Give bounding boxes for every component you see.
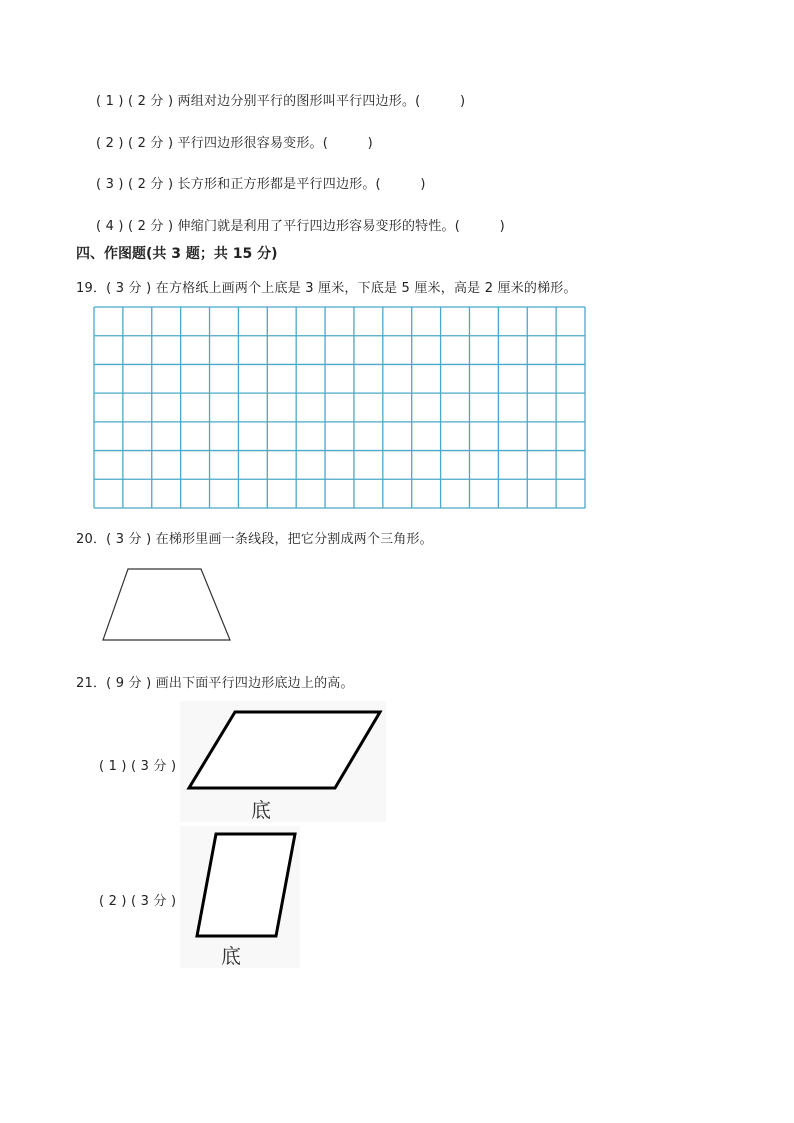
question-19-text: 19．( 3 分 ) 在方格纸上画两个上底是 3 厘米，下底是 5 厘米，高是 2 厘米的梯形。 xyxy=(76,281,577,296)
judge-item-4: ( 4 ) ( 2 分 ) 伸缩门就是利用了平行四边形容易变形的特性。( ) xyxy=(96,219,505,234)
base-label-2: 底 xyxy=(221,944,241,968)
base-label-1: 底 xyxy=(251,798,271,822)
section-title: 四、作图题(共 3 题；共 15 分) xyxy=(76,246,278,262)
part-1-label: ( 1 ) ( 3 分 ) xyxy=(99,759,177,774)
part-2-label: ( 2 ) ( 3 分 ) xyxy=(99,894,177,909)
judge-item-3: ( 3 ) ( 2 分 ) 长方形和正方形都是平行四边形。( ) xyxy=(96,177,426,192)
judge-item-1: ( 1 ) ( 2 分 ) 两组对边分别平行的图形叫平行四边形。( ) xyxy=(96,94,466,109)
judge-item-2: ( 2 ) ( 2 分 ) 平行四边形很容易变形。( ) xyxy=(96,136,373,151)
question-20-text: 20．( 3 分 ) 在梯形里画一条线段，把它分割成两个三角形。 xyxy=(76,532,433,547)
question-21-text: 21．( 9 分 ) 画出下面平行四边形底边上的高。 xyxy=(76,676,354,691)
